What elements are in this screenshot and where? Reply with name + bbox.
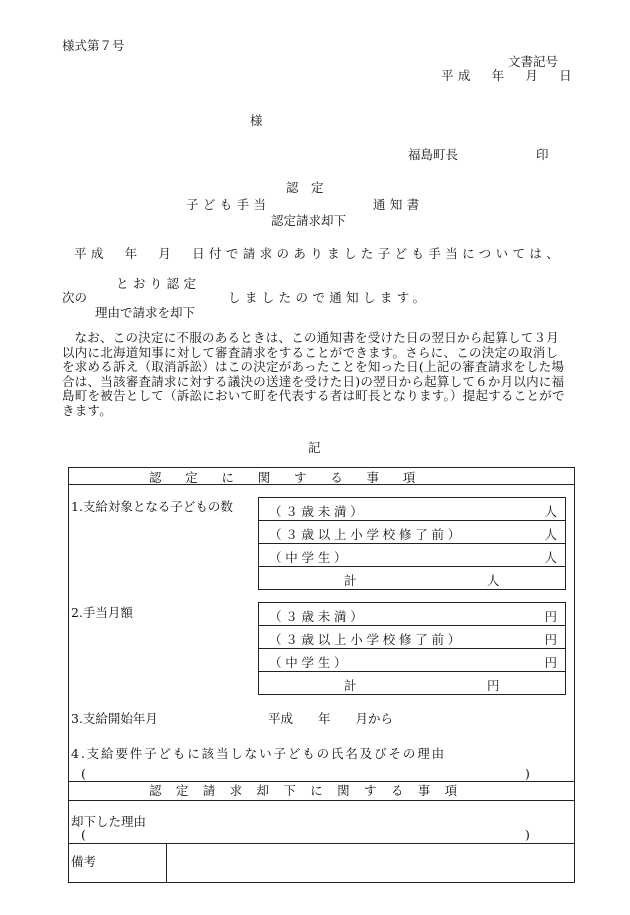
title-option-approval: 認 定 — [286, 180, 324, 195]
child-count-label: 1.支給対象となる子どもの数 — [71, 499, 233, 514]
row-unit: 人 — [544, 550, 557, 565]
approval-section-header: 認定に関する事項 — [149, 470, 440, 485]
monthly-allowance-box — [258, 602, 566, 695]
allowance-row-under3 — [259, 603, 565, 626]
option-approved: とおり認定 — [116, 276, 201, 291]
seal-mark: 印 — [536, 147, 549, 162]
allowance-total-row — [259, 672, 565, 694]
start-month-label: 3.支給開始年月 — [71, 711, 158, 726]
issue-date: 平成 年 月 日 — [441, 68, 577, 83]
row-label: （中学生） — [269, 550, 351, 565]
open-paren: ( — [81, 827, 86, 842]
start-month-value: 平成 年 月から — [268, 711, 394, 726]
close-paren: ) — [525, 827, 530, 842]
divider — [69, 484, 574, 485]
title-main-right: 通知書 — [373, 197, 424, 212]
child-count-row-under3 — [259, 498, 565, 521]
row-unit: 人 — [544, 527, 557, 542]
rejection-section-header: 認定請求却下に関する事項 — [149, 783, 472, 798]
row-label: （中学生） — [269, 655, 351, 670]
total-label: 計 — [344, 573, 357, 588]
row-unit: 円 — [544, 655, 557, 670]
non-eligible-children-label: 4.支給要件子どもに該当しない子どもの氏名及びその理由 — [71, 746, 447, 761]
child-count-box — [258, 497, 566, 590]
issuer-name: 福島町長 — [408, 147, 459, 162]
divider — [69, 800, 574, 801]
total-label: 計 — [344, 678, 357, 693]
open-paren: ( — [81, 766, 86, 781]
row-label: （３歳未満） — [269, 609, 367, 624]
monthly-allowance-label: 2.手当月額 — [71, 605, 133, 620]
allowance-row-preschool — [259, 626, 565, 649]
total-unit: 円 — [487, 678, 500, 693]
form-number: 様式第７号 — [62, 38, 125, 53]
row-unit: 円 — [544, 632, 557, 647]
request-date-sentence: 平成 年 月 日付で請求のありました子ども手当については、 — [74, 246, 564, 261]
row-label: （３歳未満） — [269, 504, 367, 519]
child-count-row-preschool — [259, 521, 565, 544]
title-main-left: 子ども手当 — [186, 197, 271, 212]
child-count-row-junior-high — [259, 544, 565, 567]
details-table — [68, 467, 575, 883]
notice-sentence-right: しましたので通知します。 — [228, 290, 430, 305]
total-unit: 人 — [487, 573, 500, 588]
ki-heading: 記 — [308, 440, 321, 455]
remarks-label: 備考 — [71, 854, 97, 869]
child-count-total-row — [259, 567, 565, 589]
title-option-rejection: 認定請求却下 — [271, 213, 347, 228]
option-rejected: 理由で請求を却下 — [95, 305, 196, 320]
remarks-divider — [166, 843, 167, 882]
row-unit: 人 — [544, 504, 557, 519]
close-paren: ) — [525, 766, 530, 781]
row-label: （３歳以上小学校修了前） — [269, 632, 465, 647]
appeal-notice-paragraph: なお、この決定に不服のあるときは、この通知書を受けた日の翌日から起算して３月以内に北海道知事に対して審査請求をすることができます。さらに、この決定の取消しを求める訴え（取消訴訟）はこの決定があったことを知った日(上記の審査請求をした場合は、当該審査請求に対する議決の送達を受けた日)の翌日から起算して６か月以内に福島町を被告として（訴訟において町を代表する者は町長となります。）提起することができます。 — [62, 330, 565, 418]
divider — [69, 781, 574, 782]
allowance-row-junior-high — [259, 649, 565, 672]
document-number-label: 文書記号 — [508, 54, 559, 69]
notice-sentence-left: 次の — [62, 290, 88, 305]
addressee-suffix: 様 — [250, 113, 263, 128]
divider — [69, 843, 574, 844]
rejection-reason-label: 却下した理由 — [71, 814, 147, 829]
remarks-field — [169, 846, 569, 880]
row-label: （３歳以上小学校修了前） — [269, 527, 465, 542]
row-unit: 円 — [544, 609, 557, 624]
